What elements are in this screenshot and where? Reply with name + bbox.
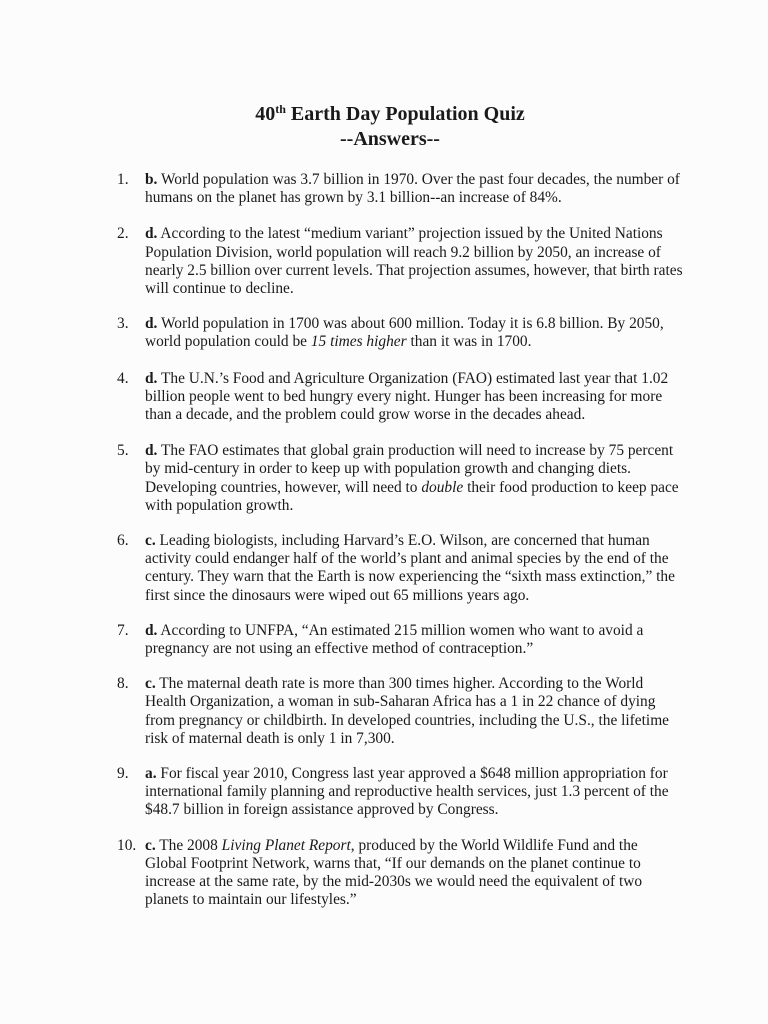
answer-list	[117, 171, 683, 910]
answer-letter: c.	[145, 836, 156, 854]
answer-item-3	[117, 315, 683, 351]
answer-item-9	[117, 765, 683, 820]
answer-text: According to UNFPA, “An estimated 215 million women who want to avoid a pregnancy are not using an effective method of contraception.”	[145, 621, 644, 658]
answer-number: 9.	[117, 765, 129, 783]
answer-text: than it was in 1700.	[406, 333, 532, 351]
answer-text: The maternal death rate is more than 300 times higher. According to the World Health Organization, a woman in sub-Saharan Africa has a 1 in 22 chance of dying from pregnancy or childbirth. In developed countries, including the U.S., the lifetime risk of maternal death is only 1 in 7,300.	[145, 675, 669, 747]
title-subtitle: --Answers--	[340, 128, 440, 150]
answer-emphasis: 15 times higher	[310, 333, 407, 351]
answer-item-7	[117, 622, 683, 658]
answer-letter: d.	[145, 225, 158, 243]
answer-item-1	[117, 171, 683, 207]
answer-number: 3.	[117, 315, 129, 333]
answer-item-6	[117, 532, 683, 605]
answer-text: The 2008	[155, 836, 222, 854]
answer-letter: d.	[145, 369, 158, 387]
answer-text: The U.N.’s Food and Agriculture Organization (FAO) estimated last year that 1.02 billion people went to bed hungry every night. Hunger has been increasing for more than a decade, and the problem could grow worse in the decades ahead.	[145, 369, 669, 424]
answer-number: 7.	[117, 621, 129, 639]
answer-emphasis: double	[421, 478, 464, 496]
answer-letter: c.	[145, 532, 156, 550]
answer-letter: a.	[145, 765, 157, 783]
answer-item-4	[117, 370, 683, 425]
answer-item-2	[117, 225, 683, 298]
answer-number: 6.	[117, 532, 129, 550]
answer-text: their food production to keep pace with population growth.	[145, 478, 679, 514]
answer-text: The FAO estimates that global grain production will need to increase by 75 percent by mid-century in order to keep up with population growth and changing diets. Developing countries, however, will need to	[145, 442, 674, 496]
title-line	[0, 102, 768, 127]
answer-letter: c.	[145, 675, 156, 693]
answer-text: , produced by the World Wildlife Fund and the Global Footprint Network, warns that, “If our demands on the planet continue to increase at the same rate, by the mid-2030s we would need the equivalent of two planets to maintain our lifestyles.”	[145, 836, 643, 909]
answer-number: 1.	[117, 171, 129, 188]
answer-item-8	[117, 675, 683, 748]
answer-number: 4.	[117, 369, 129, 387]
answer-letter: d.	[145, 621, 158, 639]
answer-letter: d.	[145, 315, 158, 333]
answer-text: Leading biologists, including Harvard’s E.O. Wilson, are concerned that human activity could endanger half of the world’s plant and animal species by the end of the century. They warn that the Earth is now experiencing the “sixth mass extinction,” the first since the dinosaurs were wiped out 65 millions years ago.	[145, 532, 675, 604]
title-main: Earth Day Population Quiz	[285, 103, 525, 125]
answer-item-10	[117, 837, 683, 910]
answer-text: For fiscal year 2010, Congress last year approved a $648 million appropriation for international family planning and reproductive health services, just 1.3 percent of the $48.7 billion in foreign assistance approved by Congress.	[145, 765, 669, 819]
answer-number: 2.	[117, 225, 129, 243]
answer-text: World population was 3.7 billion in 1970. Over the past four decades, the number of humans on the planet has grown by 3.1 billion--an increase of 84%.	[145, 171, 680, 207]
answer-letter: d.	[145, 442, 158, 460]
answer-number: 10.	[117, 836, 137, 854]
answer-item-5	[117, 442, 683, 515]
answer-number: 8.	[117, 675, 129, 693]
answer-emphasis: Living Planet Report	[221, 836, 351, 854]
answer-text: World population in 1700 was about 600 million. Today it is 6.8 billion. By 2050, world population could be	[145, 315, 664, 351]
answer-number: 5.	[117, 442, 129, 460]
answer-text: According to the latest “medium variant” projection issued by the United Nations Population Division, world population will reach 9.2 billion by 2050, an increase of nearly 2.5 billion over current levels. That projection assumes, however, that birth rates will continue to decline.	[145, 225, 683, 298]
page-title	[0, 102, 768, 152]
title-superscript: th	[275, 102, 286, 116]
title-prefix: 40	[255, 103, 276, 125]
answer-letter: b.	[145, 171, 158, 188]
